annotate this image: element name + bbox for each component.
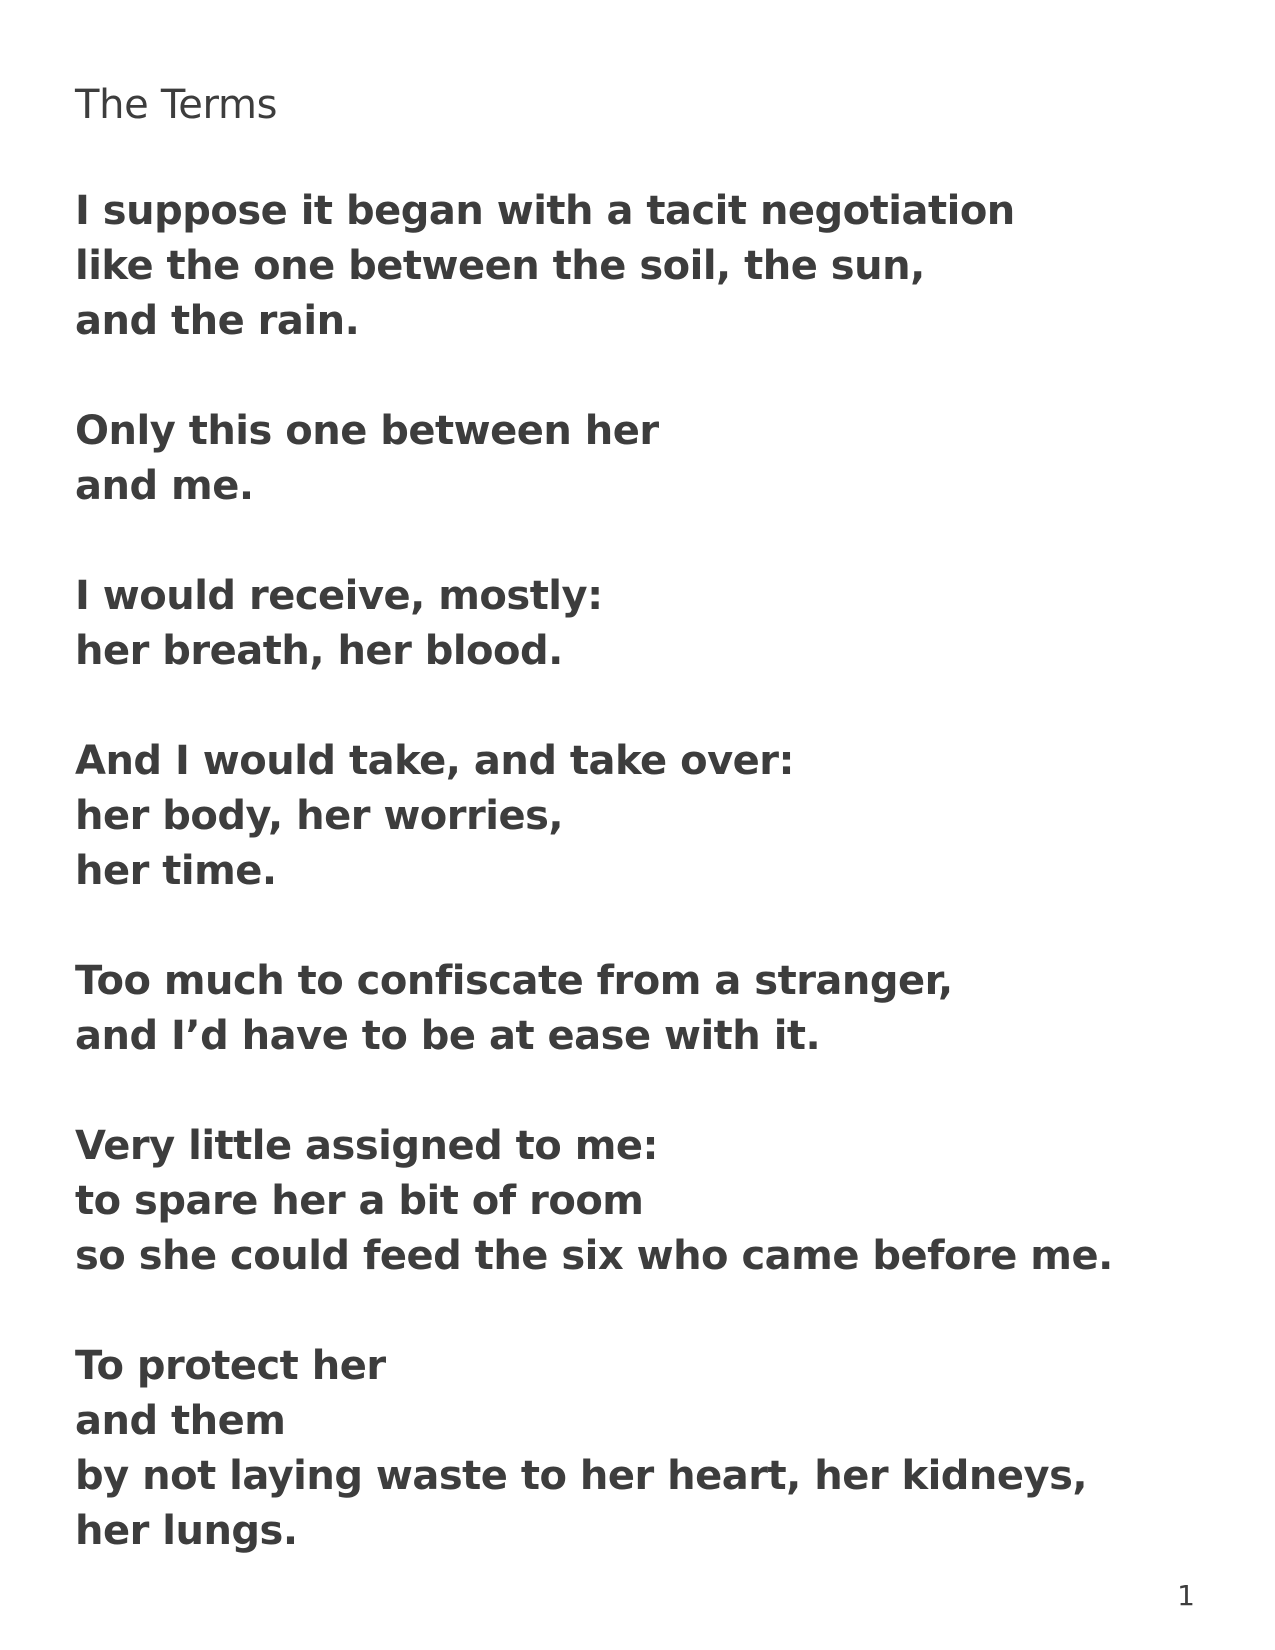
poem-line: and me. (75, 463, 254, 509)
poem-line: like the one between the soil, the sun, (75, 243, 925, 289)
poem-line: Too much to confiscate from a stranger, (75, 958, 953, 1004)
stanza-1 (75, 184, 1113, 349)
poem-line: And I would take, and take over: (75, 738, 794, 784)
poem-line: to spare her a bit of room (75, 1178, 644, 1224)
poem-line: her time. (75, 848, 277, 894)
poem-line: To protect her (75, 1343, 386, 1389)
page-number: 1 (1177, 1579, 1195, 1612)
poem-line: her breath, her blood. (75, 628, 563, 674)
stanza-4 (75, 734, 1113, 899)
poem-line: I would receive, mostly: (75, 573, 603, 619)
poem-line: and them (75, 1398, 286, 1444)
poem-title: The Terms (75, 82, 278, 128)
stanza-3 (75, 569, 1113, 679)
stanza-2 (75, 404, 1113, 514)
stanza-6 (75, 1119, 1113, 1284)
stanza-7 (75, 1339, 1113, 1559)
poem-line: and the rain. (75, 298, 360, 344)
poem-line: Only this one between her (75, 408, 659, 454)
poem-line: and I’d have to be at ease with it. (75, 1013, 821, 1059)
poem-line: her body, her worries, (75, 793, 564, 839)
poem-line: Very little assigned to me: (75, 1123, 659, 1169)
poem-line: I suppose it began with a tacit negotiation (75, 188, 1015, 234)
poem-line: her lungs. (75, 1508, 298, 1554)
poem-line: so she could feed the six who came before me. (75, 1233, 1113, 1279)
poem-body (75, 184, 1113, 1614)
stanza-5 (75, 954, 1113, 1064)
poem-line: by not laying waste to her heart, her kidneys, (75, 1453, 1088, 1499)
